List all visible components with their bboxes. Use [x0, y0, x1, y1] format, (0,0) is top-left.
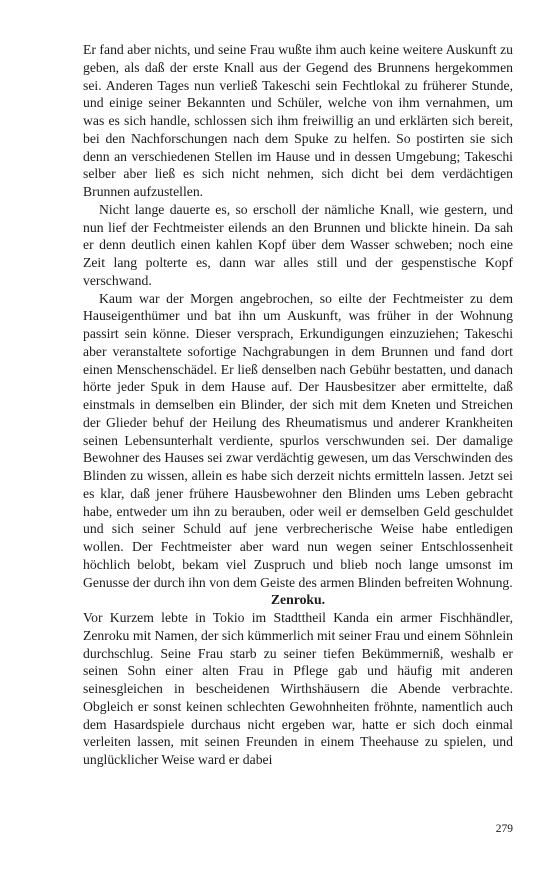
paragraph-3: Kaum war der Morgen angebrochen, so eilte der Fechtmeister zu dem Hauseigenthümer und bat ihn um Auskunft, was früher in der Wohnung passirt sein könne. Dieser versprach, Erkundigungen einzuziehen; Takeschi aber veranstaltete sofortige Nachgrabungen in dem Brunnen und fand dort einen Menschenschädel. Er ließ denselben nach Gebühr bestatten, und danach hörte jeder Spuk in dem Hause auf. Der Hausbesitzer aber ermittelte, daß einstmals in demselben ein Blinder, der sich mit dem Kneten und Streichen der Glieder behuf der Heilung des Rheumatismus und anderer Krankheiten seinen Lebensunterhalt verdiente, spurlos verschwunden sei. Der damalige Bewohner des Hauses sei zwar verdächtig gewesen, um das Verschwinden des Blinden zu wissen, allein es habe sich derzeit nichts ermitteln lassen. Jetzt sei es klar, daß jener frühere Hausbewohner den Blinden ums Leben gebracht habe, entweder um ihn zu berauben, oder weil er demselben Geld geschuldet und sich seiner Schuld auf jene verbrecherische Weise habe entledigen wollen. Der Fechtmeister aber ward nun wegen seiner Entschlossenheit höchlich belobt, bekam viel Zuspruch und blieb noch lange umsonst im Genusse der durch ihn von dem Geiste des armen Blinden befreiten Wohnung. — [83, 290, 513, 590]
page-number: 279 — [495, 823, 513, 835]
paragraph-4: Vor Kurzem lebte in Tokio im Stadttheil Kanda ein armer Fischhändler, Zenroku mit Namen, der sich kümmerlich mit seiner Frau und einem Söhnlein durchschlug. Seine Frau starb zu seiner tiefen Bekümmerniß, weshalb er seinen Sohn einer alten Frau in Pflege gab und häufig mit anderen seinesgleichen in bescheidenen Wirthshäusern die Abende verbrachte. Obgleich er sonst keinen schlechten Gewohnheiten fröhnte, namentlich auch dem Hasardspiele durchaus nicht ergeben war, hatte er sich doch einmal verleiten lassen, mit seinen Freunden in einem Theehause zu spielen, und unglücklicher Weise ward er dabei — [83, 610, 513, 767]
paragraph-1: Er fand aber nichts, und seine Frau wußte ihm auch keine weitere Auskunft zu geben, als daß der erste Knall aus der Gegend des Brunnens hergekommen sei. Anderen Tages nun verließ Takeschi sein Fechtlokal zu früherer Stunde, und einige seiner Bekannten und Schüler, welche von ihm vernahmen, um was es sich handle, schlossen sich ihm freiwillig an und erklärten sich bereit, bei den Nachforschungen nach dem Spuke zu helfen. So postirten sie sich denn an verschiedenen Stellen im Hause und in dessen Umgebung; Takeschi selber aber ließ es sich nicht nehmen, sich dicht bei dem verdächtigen Brunnen aufzustellen. — [83, 42, 513, 199]
paragraph-2: Nicht lange dauerte es, so erscholl der nämliche Knall, wie gestern, und nun lief der Fechtmeister eilends an den Brunnen und blickte hinein. Da sah er denn deutlich einen kahlen Kopf über dem Wasser schweben; noch eine Zeit lang polterte es, dann war alles still und der gespenstische Kopf verschwand. — [83, 201, 513, 288]
section-heading: Zenroku. — [270, 592, 326, 608]
page-text-block — [83, 41, 513, 769]
